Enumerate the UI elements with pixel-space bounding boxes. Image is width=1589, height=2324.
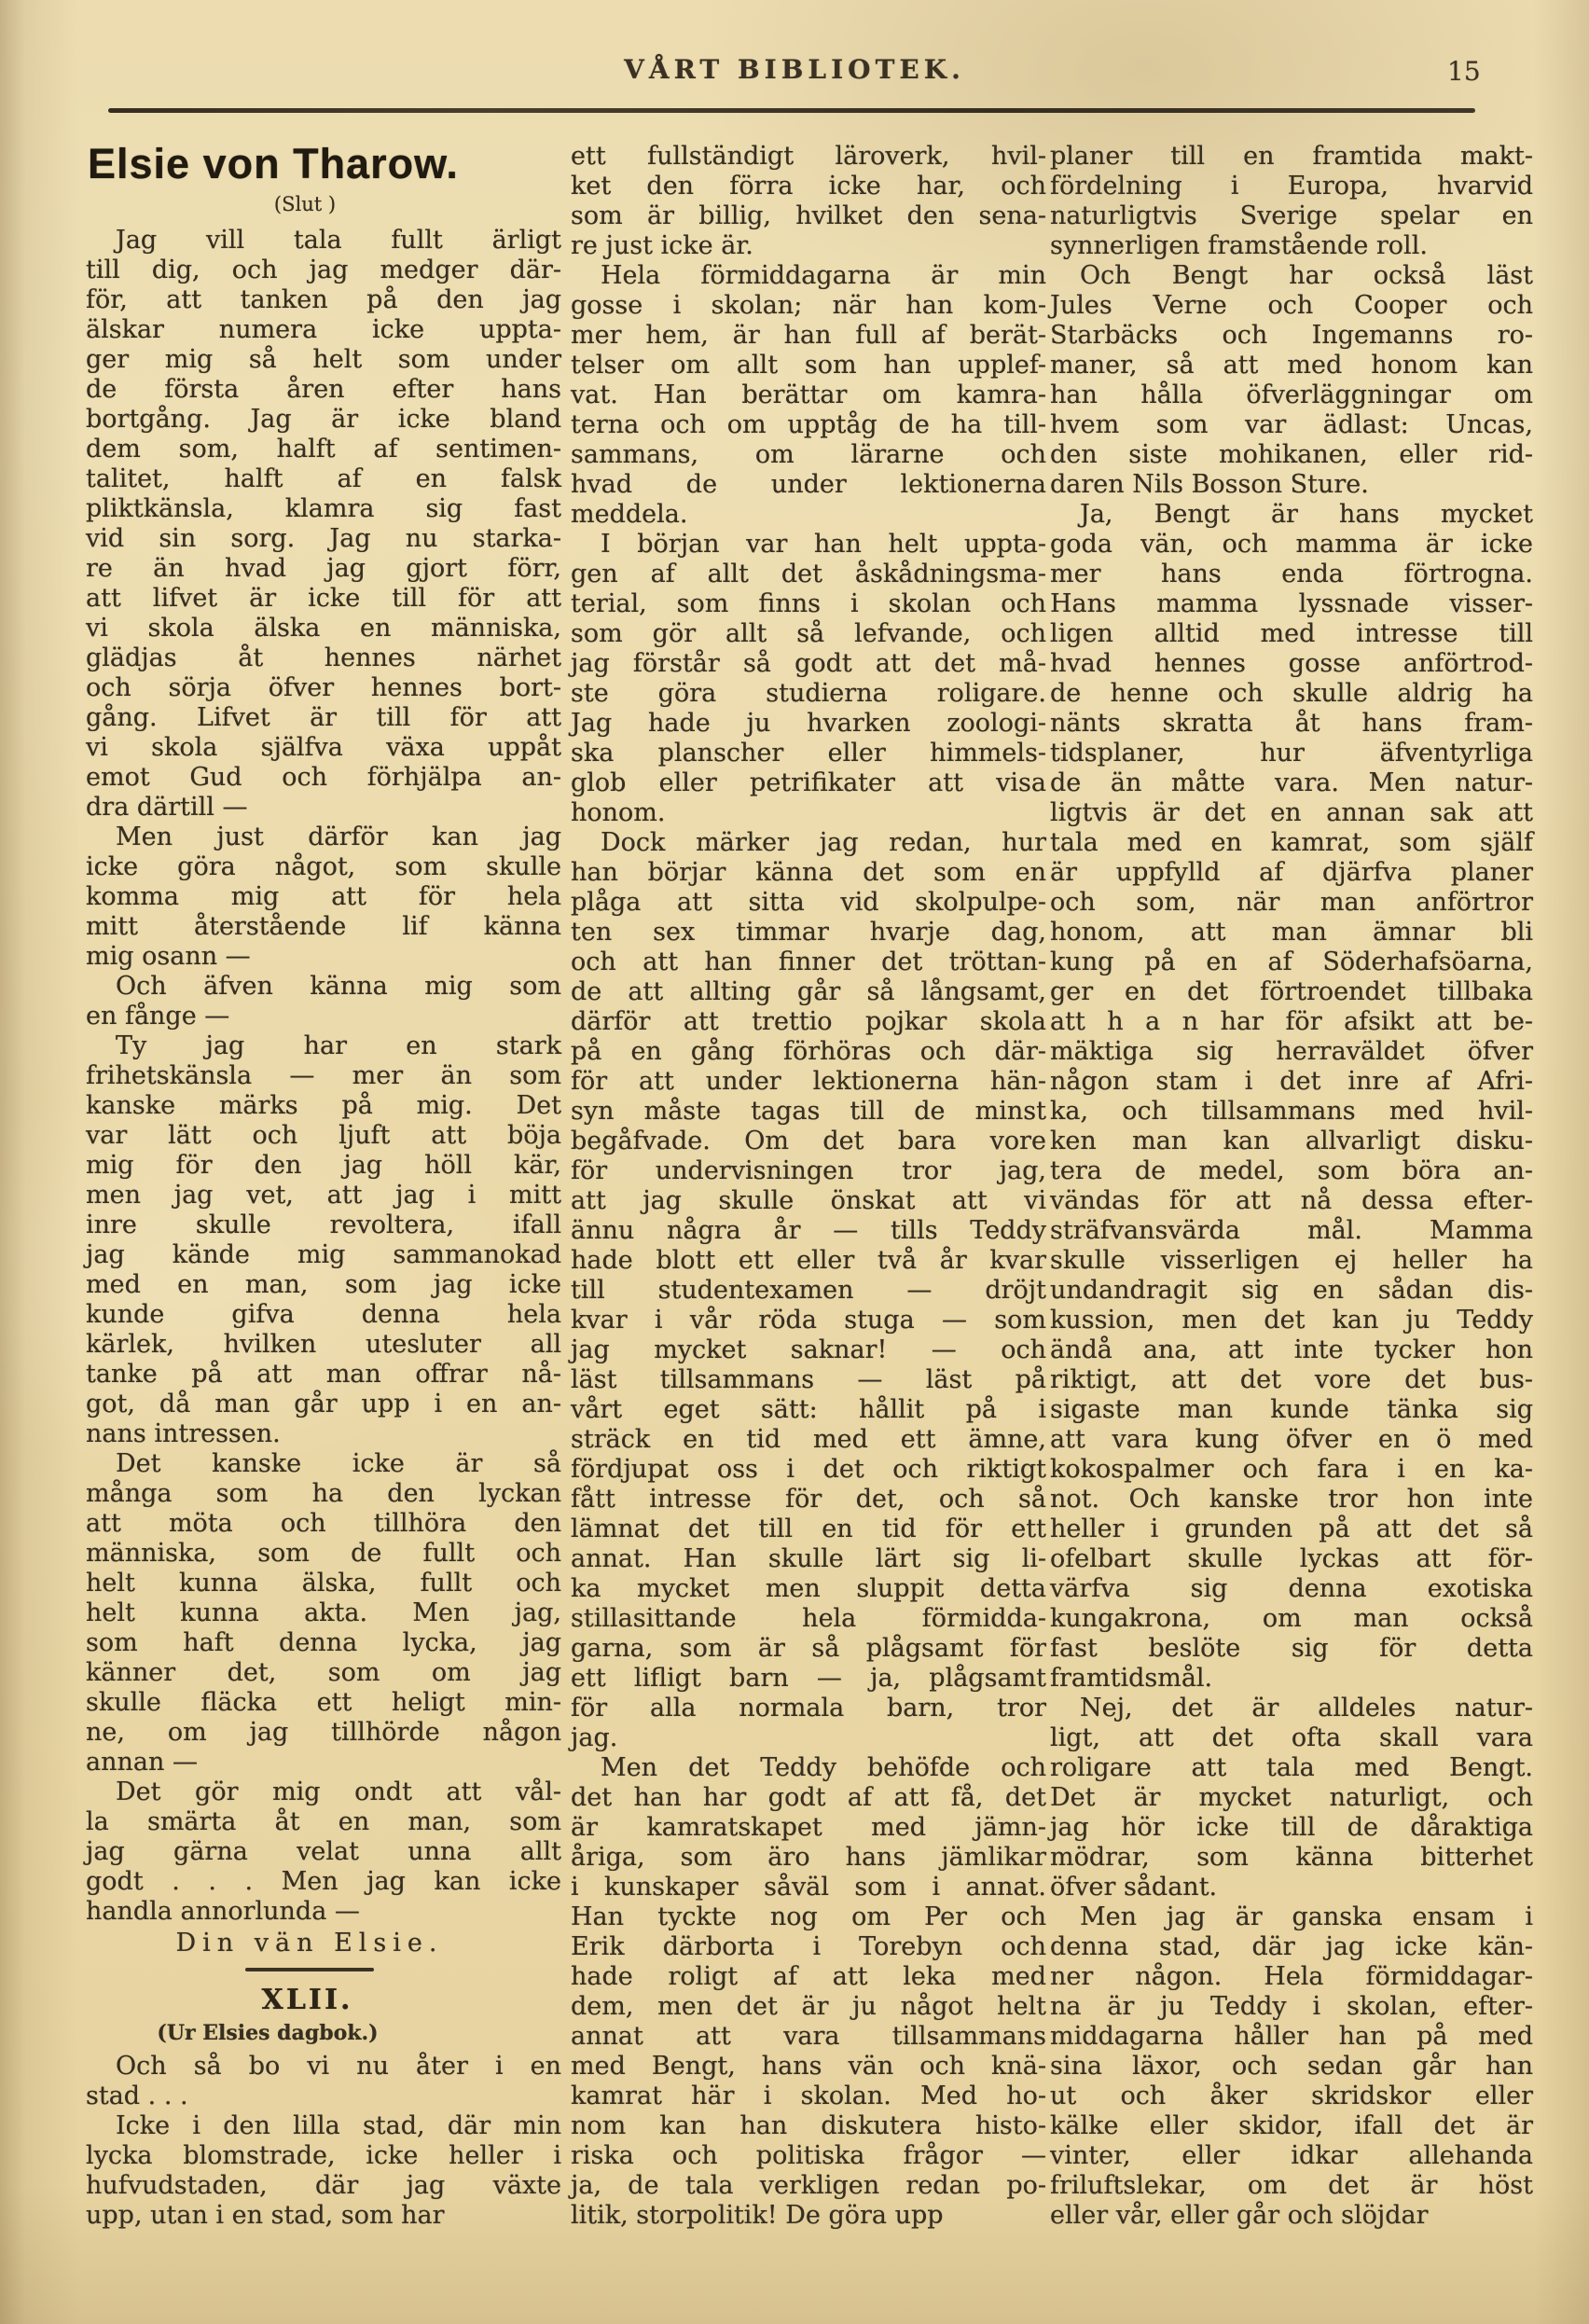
text-line: mig osann — — [86, 942, 251, 971]
text-line: till dig, och jag medger där- — [86, 256, 561, 284]
text-line: Jag vill tala fullt ärligt — [116, 226, 561, 255]
text-line: ger mig så helt som under — [86, 345, 561, 374]
chapter-subtitle: (Ur Elsies dagbok.) — [157, 2021, 379, 2045]
text-line: älskar numera icke uppta- — [86, 315, 561, 344]
text-line: Starbäcks och Ingemanns ro- — [1050, 321, 1533, 350]
text-line: ligt, att det ofta skall vara — [1050, 1723, 1533, 1752]
text-line: ett lifligt barn — ja, plågsamt — [571, 1664, 1046, 1693]
text-column-1 — [86, 140, 561, 2231]
text-line: skulle fläcka ett heligt min- — [86, 1688, 561, 1717]
text-line: hufvudstaden, där jag växte — [86, 2171, 561, 2200]
text-line: syn måste tagas till de minst — [571, 1097, 1046, 1126]
journal-title: VÅRT BIBLIOTEK. — [624, 54, 965, 85]
paragraph — [571, 261, 1046, 530]
text-line: lämnat det till en tid för ett — [571, 1515, 1046, 1543]
text-line: mer hem, är han full af berät- — [571, 321, 1046, 350]
text-line: sträfvansvärda mål. Mamma — [1050, 1216, 1533, 1245]
text-line: re just icke är. — [571, 231, 753, 260]
text-line: denna stad, där jag icke kän- — [1050, 1932, 1533, 1961]
text-line: nans intressen. — [86, 1419, 281, 1448]
text-line: jag kände mig sammanokad — [86, 1240, 561, 1269]
text-line: för, att tanken på den jag — [86, 285, 561, 314]
article-subtitle: (Slut ) — [273, 193, 337, 215]
text-line: I början var han helt uppta- — [601, 530, 1046, 559]
text-line: synnerligen framstående roll. — [1050, 231, 1428, 260]
text-line: fast beslöte sig för detta — [1050, 1634, 1533, 1663]
text-line: tidsplaner, hur äfventyrliga — [1050, 739, 1533, 768]
text-line: hvad de under lektionerna — [571, 470, 1046, 499]
text-line: gosse i skolan; när han kom- — [571, 291, 1046, 320]
text-line: Det gör mig ondt att vål- — [116, 1778, 561, 1806]
text-line: vårt eget sätt: hållit på i — [571, 1395, 1046, 1424]
text-line: fördelning i Europa, hvarvid — [1050, 172, 1533, 201]
text-line: lycka blomstrade, icke heller i — [86, 2141, 561, 2170]
text-line: inre skulle revoltera, ifall — [86, 1210, 561, 1239]
text-line: mig för den jag höll kär, — [86, 1151, 561, 1180]
text-line: hvad hennes gosse anförtrod- — [1050, 649, 1533, 678]
text-line: ken man kan allvarligt disku- — [1050, 1127, 1533, 1155]
text-line: ett fullständigt läroverk, hvil- — [571, 142, 1046, 171]
text-line: Hela förmiddagarna är min — [601, 261, 1046, 290]
text-line: jag hör icke till de dåraktiga — [1050, 1813, 1533, 1842]
text-line: talitet, halft af en falsk — [86, 464, 561, 493]
text-line: Och äfven känna mig som — [116, 972, 561, 1001]
text-line: på en gång förhöras och där- — [571, 1037, 1046, 1066]
signature: Din vän Elsie. — [175, 1929, 444, 1957]
text-line: Ja, Bengt är hans mycket — [1080, 500, 1533, 529]
text-line: sina läxor, och sedan går han — [1050, 2052, 1533, 2081]
text-line: naturligtvis Sverige spelar en — [1050, 201, 1533, 230]
text-line: eller vår, eller går och slöjdar — [1050, 2201, 1429, 2230]
paragraph — [1050, 261, 1533, 500]
text-line: ner någon. Hela förmiddagar- — [1050, 1962, 1533, 1991]
text-line: han börjar känna det som en — [571, 858, 1046, 887]
paragraph — [86, 2111, 561, 2231]
text-line: tera de medel, som böra an- — [1050, 1156, 1533, 1185]
text-line: jag mycket saknar! — och — [571, 1335, 1046, 1364]
text-line: mitt återstående lif känna — [86, 912, 561, 941]
text-line: hvem som var ädlast: Uncas, — [1050, 410, 1533, 439]
text-line: att h a n har för afsikt att be- — [1050, 1007, 1533, 1036]
text-line: Men jag är ganska ensam i — [1080, 1902, 1533, 1931]
text-line: handla annorlunda — — [86, 1897, 360, 1926]
text-line: är uppfylld af djärfva planer — [1050, 858, 1533, 887]
text-line: Men just därför kan jag — [116, 823, 561, 851]
chapter-title: XLII. — [261, 1984, 353, 2016]
text-line: och sörja öfver hennes bort- — [86, 673, 561, 702]
text-line: att jag skulle önskat att vi — [571, 1186, 1046, 1215]
text-line: nom kan han diskutera histo- — [571, 2111, 1046, 2140]
text-line: att lifvet är icke till för att — [86, 584, 561, 613]
text-line: den siste mohikanen, eller rid- — [1050, 440, 1533, 469]
text-line: dem, men det är ju något helt — [571, 1992, 1046, 2021]
text-line: ligtvis är det en annan sak att — [1050, 798, 1533, 827]
text-line: läst tillsammans — läst på — [571, 1365, 1046, 1394]
text-line: terna och om upptåg de ha till- — [571, 410, 1046, 439]
text-line: värfva sig denna exotiska — [1050, 1574, 1533, 1603]
text-line: kälke eller skidor, ifall det är — [1050, 2111, 1533, 2140]
text-line: kunde gifva denna hela — [86, 1300, 561, 1329]
text-line: maner, så att med honom kan — [1050, 351, 1533, 380]
text-line: ka, och tillsammans med hvil- — [1050, 1097, 1533, 1126]
text-line: annat att vara tillsammans — [571, 2022, 1046, 2051]
text-line: många som ha den lyckan — [86, 1479, 561, 1508]
header-rule — [108, 108, 1475, 113]
text-line: Han tyckte nog om Per och — [571, 1902, 1046, 1931]
text-line: kussion, men det kan ju Teddy — [1050, 1306, 1533, 1335]
text-line: komma mig att för hela — [86, 882, 561, 911]
text-line: känner det, som om jag — [86, 1658, 561, 1687]
text-line: dra därtill — — [86, 793, 248, 822]
text-line: han hålla öfverläggningar om — [1050, 380, 1533, 409]
text-line: tanke på att man offrar nå- — [86, 1360, 561, 1389]
article-title: Elsie von Tharow. — [88, 140, 459, 187]
paragraph — [86, 2052, 561, 2111]
text-line: stillasittande hela förmidda- — [571, 1604, 1046, 1633]
text-line: frihetskänsla — mer än som — [86, 1061, 561, 1090]
text-line: emot Gud och förhjälpa an- — [86, 763, 561, 792]
text-line: vi skola själfva växa uppåt — [86, 733, 561, 762]
text-line: Icke i den lilla stad, där min — [116, 2111, 561, 2140]
text-line: helt kunna akta. Men jag, — [86, 1598, 561, 1627]
text-line: kungakrona, om man också — [1050, 1604, 1533, 1633]
text-line: pliktkänsla, klamra sig fast — [86, 494, 561, 523]
text-line: Och så bo vi nu åter i en — [116, 2052, 561, 2081]
paragraph — [1050, 500, 1533, 1694]
text-line: kvar i vår röda stuga — som — [571, 1306, 1046, 1335]
paragraph — [1050, 142, 1533, 261]
text-line: vat. Han berättar om kamra- — [571, 380, 1046, 409]
text-line: och som, när man anförtror — [1050, 888, 1533, 917]
text-line: sammans, om lärarne och — [571, 440, 1046, 469]
text-line: en fånge — — [86, 1002, 230, 1031]
text-line: är kamratskapet med jämn- — [571, 1813, 1046, 1842]
text-line: Erik därborta i Torebyn och — [571, 1932, 1046, 1961]
text-line: gång. Lifvet är till för att — [86, 703, 561, 732]
paragraph — [86, 226, 561, 823]
text-line: Dock märker jag redan, hur — [601, 828, 1046, 857]
text-line: att möta och tillhöra den — [86, 1509, 561, 1538]
paragraph — [571, 828, 1046, 1753]
text-line: riska och politiska frågor — — [571, 2141, 1046, 2170]
text-line: riktigt, att det vore det bus- — [1050, 1365, 1533, 1394]
text-line: som haft denna lycka, jag — [86, 1628, 561, 1657]
text-line: jag gärna velat unna allt — [86, 1837, 561, 1866]
text-line: med Bengt, hans vän och knä- — [571, 2052, 1046, 2081]
text-line: öfver sådant. — [1050, 1873, 1218, 1902]
text-line: Det kanske icke är så — [116, 1449, 561, 1478]
text-line: människa, som de fullt och — [86, 1539, 561, 1568]
text-line: not. Och kanske tror hon inte — [1050, 1485, 1533, 1514]
text-line: upp, utan i en stad, som har — [86, 2201, 445, 2230]
text-line: det han har godt af att få, det — [571, 1783, 1046, 1812]
text-line: hade blott ett eller två år kvar — [571, 1246, 1046, 1275]
paragraph — [86, 823, 561, 972]
text-line: de att allting går så långsamt, — [571, 977, 1046, 1006]
text-line: icke göra något, som skulle — [86, 852, 561, 881]
text-line: garna, som är så plågsamt för — [571, 1634, 1046, 1663]
text-line: ligen alltid med intresse till — [1050, 619, 1533, 648]
paragraph — [571, 1753, 1046, 2231]
text-line: Men det Teddy behöfde och — [601, 1753, 1046, 1782]
text-line: daren Nils Bosson Sture. — [1050, 470, 1369, 499]
paragraph — [571, 142, 1046, 261]
text-line: stad . . . — [86, 2082, 188, 2110]
text-line: som är billig, hvilket den sena- — [571, 201, 1046, 230]
text-line: telser om allt som han upplef- — [571, 351, 1046, 380]
text-line: för undervisningen tror jag, — [571, 1156, 1046, 1185]
text-line: sigaste man kunde tänka sig — [1050, 1395, 1533, 1424]
text-line: vändas för att nå dessa efter- — [1050, 1186, 1533, 1215]
text-line: ne, om jag tillhörde någon — [86, 1718, 561, 1747]
text-line: goda vän, och mamma är icke — [1050, 530, 1533, 559]
text-line: för att under lektionerna hän- — [571, 1067, 1046, 1096]
text-line: fått intresse för det, och så — [571, 1485, 1046, 1514]
text-line: nänts skratta åt hans fram- — [1050, 709, 1533, 738]
text-line: Det är mycket naturligt, och — [1050, 1783, 1533, 1812]
text-line: de än måtte vara. Men natur- — [1050, 768, 1533, 797]
text-line: litik, storpolitik! De göra upp — [571, 2201, 944, 2230]
text-line: glädjas åt hennes närhet — [86, 643, 561, 672]
text-line: annan — — [86, 1748, 198, 1777]
text-line: ändå ana, att inte tycker hon — [1050, 1335, 1533, 1364]
text-column-2 — [571, 142, 1046, 2231]
text-line: mäktiga sig herraväldet öfver — [1050, 1037, 1533, 1066]
text-line: dem som, halft af sentimen- — [86, 435, 561, 463]
text-line: friluftslekar, om det är höst — [1050, 2171, 1533, 2200]
text-line: de första åren efter hans — [86, 375, 561, 404]
paragraph — [86, 1031, 561, 1449]
text-line: kamrat här i skolan. Med ho- — [571, 2082, 1046, 2110]
text-line: ten sex timmar hvarje dag, — [571, 918, 1046, 947]
text-line: ka mycket men sluppit detta — [571, 1574, 1046, 1603]
paragraph — [1050, 1694, 1533, 1902]
text-line: heller i grunden på att det så — [1050, 1515, 1533, 1543]
text-line: Nej, det är alldeles natur- — [1080, 1694, 1533, 1722]
text-line: kokospalmer och fara i en ka- — [1050, 1455, 1533, 1484]
text-line: och att han finner det tröttan- — [571, 948, 1046, 976]
text-line: glob eller petrifikater att visa — [571, 768, 1046, 797]
text-line: ofelbart skulle lyckas att för- — [1050, 1544, 1533, 1573]
paragraph — [86, 1778, 561, 1927]
text-line: mer hans enda förtrogna. — [1050, 560, 1533, 588]
text-line: men jag vet, att jag i mitt — [86, 1181, 561, 1210]
text-line: bortgång. Jag är icke bland — [86, 405, 561, 434]
text-line: att vara kung öfver en ö med — [1050, 1425, 1533, 1454]
text-line: plåga att sitta vid skolpulpe- — [571, 888, 1046, 917]
text-line: honom, att man ämnar bli — [1050, 918, 1533, 947]
text-line: ja, de tala verkligen redan po- — [571, 2171, 1046, 2200]
text-line: honom. — [571, 798, 666, 827]
text-line: vid sin sorg. Jag nu starka- — [86, 524, 561, 553]
text-line: roligare att tala med Bengt. — [1050, 1753, 1533, 1782]
text-line: ännu några år — tills Teddy — [571, 1216, 1046, 1245]
text-line: kärlek, hvilken utesluter all — [86, 1330, 561, 1359]
text-line: re än hvad jag gjort förr, — [86, 554, 561, 583]
paragraph — [86, 1449, 561, 1778]
text-line: någon stam i det inre af Afri- — [1050, 1067, 1533, 1096]
text-line: ket den förra icke har, och — [571, 172, 1046, 201]
text-line: meddela. — [571, 500, 688, 529]
text-line: na är ju Teddy i skolan, efter- — [1050, 1992, 1533, 2021]
text-line: jag. — [571, 1723, 618, 1752]
text-line: tala med en kamrat, som själf — [1050, 828, 1533, 857]
text-line: i kunskaper såväl som i annat. — [571, 1873, 1046, 1902]
text-line: till studentexamen — dröjt — [571, 1276, 1046, 1305]
text-line: fördjupat oss i det och riktigt — [571, 1455, 1046, 1484]
text-line: som gör allt så lefvande, och — [571, 619, 1046, 648]
text-line: var lätt och ljuft att böja — [86, 1121, 561, 1150]
text-line: ste göra studierna roligare. — [571, 679, 1046, 708]
text-line: la smärta åt en man, som — [86, 1807, 561, 1836]
text-line: de henne och skulle aldrig ha — [1050, 679, 1533, 708]
text-line: undandragit sig en sådan dis- — [1050, 1276, 1533, 1305]
text-line: got, då man går upp i en an- — [86, 1390, 561, 1418]
text-line: skulle visserligen ej heller ha — [1050, 1246, 1533, 1275]
text-line: kung på en af Söderhafsöarna, — [1050, 948, 1533, 976]
section-divider — [245, 1968, 374, 1971]
text-line: Jag hade ju hvarken zoologi- — [571, 709, 1046, 738]
text-line: terial, som finns i skolan och — [571, 589, 1046, 618]
text-line: begåfvade. Om det bara vore — [571, 1127, 1046, 1155]
text-line: hade roligt af att leka med — [571, 1962, 1046, 1991]
text-line: ut och åker skridskor eller — [1050, 2082, 1533, 2110]
paragraph — [86, 972, 561, 1031]
page-number: 15 — [1447, 56, 1481, 87]
text-column-3 — [1050, 142, 1533, 2231]
text-line: planer till en framtida makt- — [1050, 142, 1533, 171]
text-line: helt kunna älska, fullt och — [86, 1569, 561, 1598]
paragraph — [1050, 1902, 1533, 2231]
text-line: mödrar, som känna bitterhet — [1050, 1843, 1533, 1872]
text-line: för alla normala barn, tror — [571, 1694, 1046, 1722]
text-line: gen af allt det åskådningsma- — [571, 560, 1046, 588]
text-line: annat. Han skulle lärt sig li- — [571, 1544, 1046, 1573]
text-line: Och Bengt har också läst — [1080, 261, 1533, 290]
text-line: vinter, eller idkar allehanda — [1050, 2141, 1533, 2170]
text-line: ska planscher eller himmels- — [571, 739, 1046, 768]
text-line: sträck en tid med ett ämne, — [571, 1425, 1046, 1454]
text-line: godt . . . Men jag kan icke — [86, 1867, 561, 1896]
text-line: jag förstår så godt att det må- — [571, 649, 1046, 678]
text-line: framtidsmål. — [1050, 1664, 1213, 1693]
text-line: kanske märks på mig. Det — [86, 1091, 561, 1120]
text-line: ger en det förtroendet tillbaka — [1050, 977, 1533, 1006]
paragraph — [571, 530, 1046, 828]
text-line: Ty jag har en stark — [116, 1031, 561, 1060]
text-line: åriga, som äro hans jämlikar — [571, 1843, 1046, 1872]
text-line: middagarna håller han på med — [1050, 2022, 1533, 2051]
text-line: vi skola älska en människa, — [86, 614, 561, 643]
text-line: med en man, som jag icke — [86, 1270, 561, 1299]
text-line: därför att trettio pojkar skola — [571, 1007, 1046, 1036]
text-line: Hans mamma lyssnade visser- — [1050, 589, 1533, 618]
text-line: Jules Verne och Cooper och — [1050, 291, 1533, 320]
